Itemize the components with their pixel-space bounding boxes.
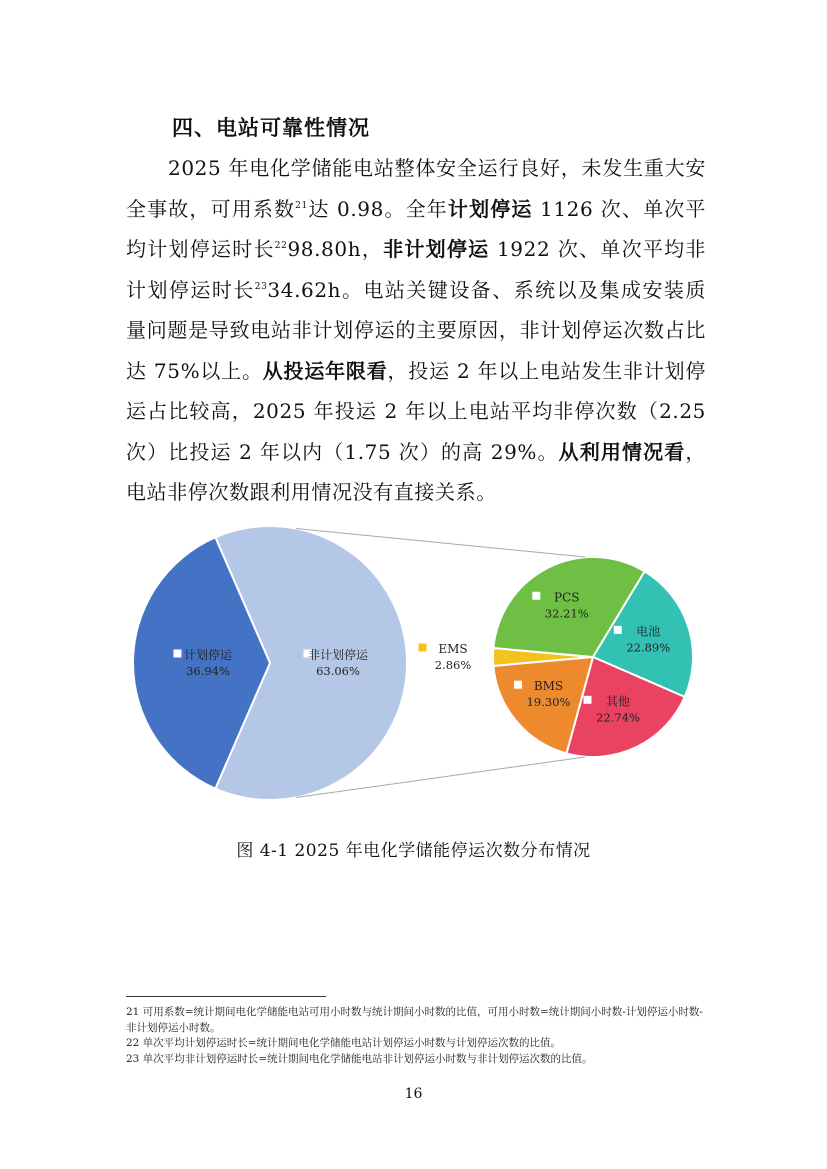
bold-term: 从利用情况看 [558,439,686,464]
ems-label: EMS [438,642,468,656]
other-legend-marker [584,696,591,703]
pcs-value: 32.21% [544,606,589,621]
planned-legend-marker [174,650,181,657]
bold-term: 从投运年限看 [262,358,388,383]
bold-term: 计划停运 [447,196,533,221]
section-heading: 四、电站可靠性情况 [172,116,370,140]
text-run: 98.80h， [287,237,384,261]
planned-value: 36.94% [186,664,230,678]
battery-label: 电池 [636,624,661,639]
text-run: 达 0.98。全年 [307,196,448,221]
bms-label: BMS [533,679,564,694]
unplanned-label: 非计划停运 [307,648,369,662]
footnote-ref: 23 [254,281,268,292]
footnote: 22 单次平均计划停运时长=统计期间电化学储能电站计划停运小时数与计划停运次数的比值。 [126,1037,561,1049]
unplanned-value: 63.06% [316,664,360,678]
other-value: 22.74% [596,710,640,725]
figure-caption: 图 4-1 2025 年电化学储能停运次数分布情况 [236,841,591,861]
ems-value: 2.86% [434,658,472,672]
ems-legend-marker [419,644,426,651]
text-run: ，投运 2 年以上电站发生非计划停运占比较高，2025 年投运 2 年以上电站平均非停次数（2.25 次）比投运 2 年以内（1.75 次）的高 29%。 [126,358,706,464]
footnotes [126,1005,706,1067]
battery-legend-marker [614,626,621,633]
footnote-divider [126,996,326,997]
text-run: 2025 年电化学储能电站整体安全运行良好，未发生重大安全事故，可用系数 [126,156,706,221]
battery-value: 22.89% [626,640,671,655]
bms-legend-marker [514,681,521,688]
text-run: 1126 次、单次平均计划停运时长 [126,196,706,261]
footnote-ref: 22 [274,241,288,251]
planned-label: 计划停运 [183,648,233,662]
footnote: 23 单次平均非计划停运时长=统计期间电化学储能电站非计划停运小时数与非计划停运次数的比值。 [126,1052,593,1065]
pcs-label: PCS [554,590,580,605]
bold-term: 非计划停运 [383,237,490,261]
text-run: ，电站非停次数跟利用情况没有直接关系。 [126,439,706,504]
other-label: 其他 [606,694,631,709]
text-run: 1922 次、单次平均非计划停运时长 [126,237,707,302]
page-number: 16 [404,1086,423,1102]
text-run: 34.62h。电站关键设备、系统以及集成安装质量问题是导致电站非计划停运的主要原因，非计划停运次数占比达 75%以上。 [126,277,706,383]
footnote-ref: 21 [295,200,308,211]
bms-value: 19.30% [526,695,571,710]
footnote: 21 可用系数=统计期间电化学储能电站可用小时数与统计期间小时数的比值，可用小时数=统计期间小时数-计划停运小时数-非计划停运小时数。 [126,1006,703,1034]
pcs-legend-marker [533,592,540,599]
